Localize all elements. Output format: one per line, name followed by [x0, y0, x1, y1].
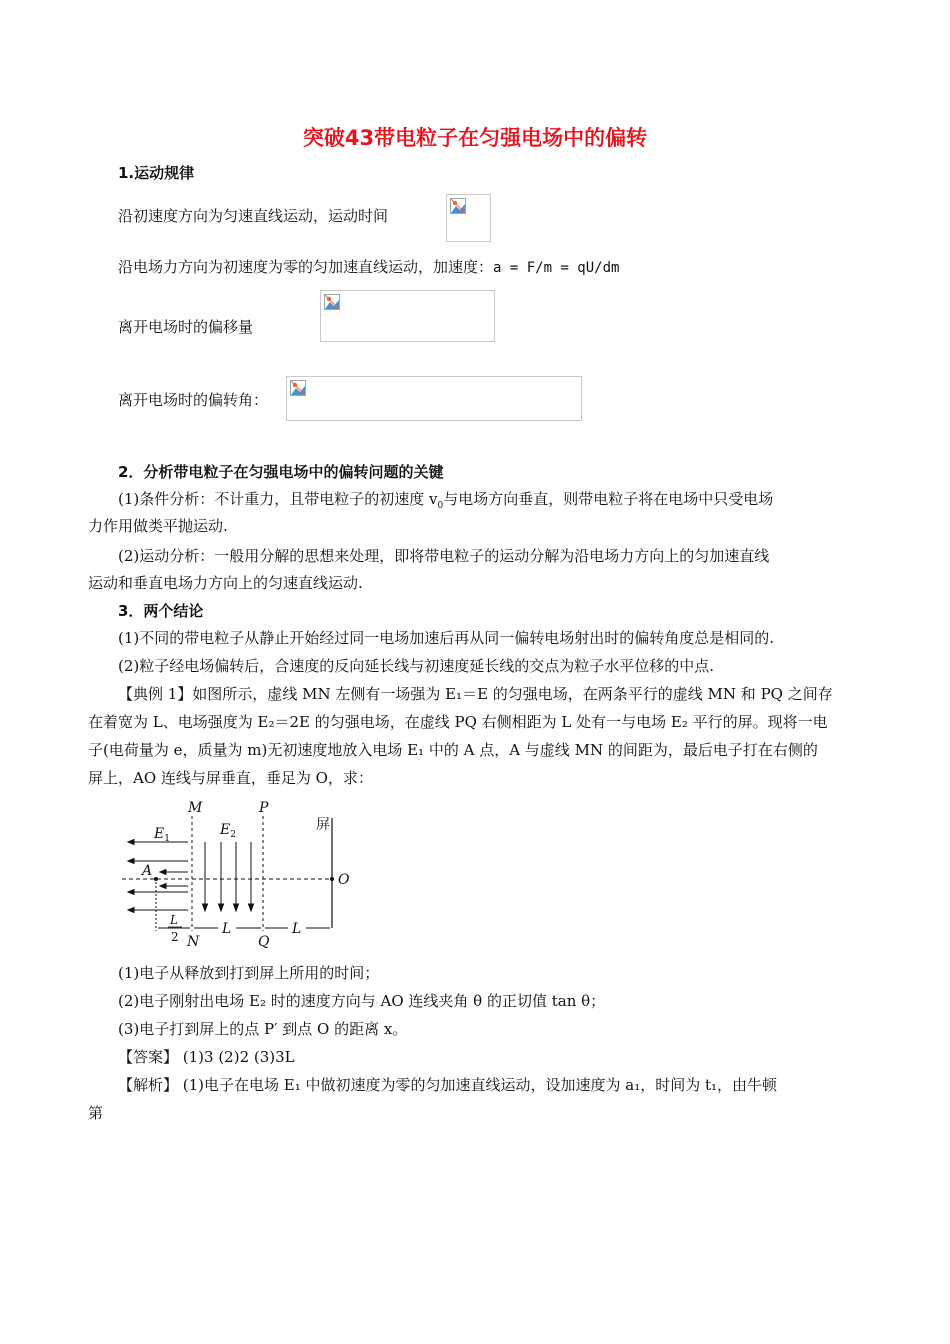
page-title: 突破43带电粒子在匀强电场中的偏转	[302, 126, 648, 150]
label-P: P	[259, 800, 269, 816]
conclusion-2: (2)粒子经电场偏转后，合速度的反向延长线与初速度延长线的交点为粒子水平位移的中点.	[118, 657, 715, 675]
section2-p1-line2: 力作用做类平抛运动.	[88, 517, 228, 535]
label-M: M	[188, 800, 203, 816]
section1-line4: 离开电场时的偏转角：	[118, 391, 269, 409]
label-half-den: 2	[171, 930, 179, 944]
example-line1: 【典例 1】如图所示，虚线 MN 左侧有一场强为 E₁＝E 的匀强电场，在两条平行的虚线 MN 和 PQ 之间存	[118, 685, 833, 703]
E2-field-arrows	[203, 842, 254, 911]
label-screen: 屏	[316, 817, 330, 833]
accel-text: 沿电场力方向为初速度为零的匀加速直线运动，加速度：	[118, 258, 494, 276]
formula-image-angle	[286, 376, 582, 421]
example-line3: 子(电荷量为 e，质量为 m)无初速度地放入电场 E₁ 中的 A 点，A 与虚线 MN 的间距为，最后电子打在右侧的	[88, 741, 818, 759]
section2-p1-line1	[118, 489, 773, 516]
accel-formula: a = F/m = qU/dm	[493, 260, 620, 276]
section2-p2-line1: (2)运动分析：一般用分解的思想来处理，即将带电粒子的运动分解为沿电场力方向上的匀加速直线	[118, 547, 770, 565]
label-Q: Q	[258, 934, 270, 950]
label-E1: $E_1$	[154, 826, 170, 844]
label-O: O	[338, 872, 350, 888]
label-L2: L	[292, 921, 302, 937]
label-L1: L	[222, 921, 232, 937]
formula-image-time	[446, 194, 491, 242]
label-E2: $E_2$	[220, 822, 236, 840]
v0-subscript: 0	[437, 501, 444, 511]
field-diagram	[118, 796, 358, 952]
broken-image-icon	[290, 380, 306, 396]
example-line4: 屏上，AO 连线与屏垂直，垂足为 O，求：	[88, 769, 373, 787]
question-3: (3)电子打到屏上的点 P′ 到点 O 的距离 x。	[118, 1020, 408, 1038]
formula-image-offset	[320, 290, 495, 342]
point-A	[154, 877, 158, 881]
analysis-line1: 【解析】 (1)电子在电场 E₁ 中做初速度为零的匀加速直线运动，设加速度为 a₁，时间为 t₁，由牛顿	[118, 1076, 778, 1094]
E1-field-arrows	[128, 840, 188, 913]
label-A: A	[142, 863, 153, 879]
section1-heading: 1.运动规律	[118, 164, 195, 182]
section1-line1: 沿初速度方向为匀速直线运动，运动时间	[118, 207, 389, 225]
answer-line: 【答案】 (1)3 (2)2 (3)3L	[118, 1048, 295, 1066]
label-half-num: L	[170, 913, 178, 927]
broken-image-icon	[450, 198, 466, 214]
dimension-lines	[156, 882, 330, 931]
section1-line3: 离开电场时的偏移量	[118, 318, 254, 336]
label-N: N	[187, 934, 200, 950]
section2-heading: 2．分析带电粒子在匀强电场中的偏转问题的关键	[118, 463, 444, 481]
question-1: (1)电子从释放到打到屏上所用的时间；	[118, 964, 380, 982]
p1b-text: 与电场方向垂直，则带电粒子将在电场中只受电场	[443, 490, 774, 508]
point-O	[330, 877, 334, 881]
section3-heading: 3．两个结论	[118, 602, 204, 620]
question-2: (2)电子刚射出电场 E₂ 时的速度方向与 AO 连线夹角 θ 的正切值 tan θ；	[118, 992, 606, 1010]
conclusion-1: (1)不同的带电粒子从静止开始经过同一电场加速后再从同一偏转电场射出时的偏转角度总是相同的.	[118, 629, 775, 647]
section1-line2	[118, 257, 619, 278]
broken-image-icon	[324, 294, 340, 310]
p1a-text: (1)条件分析：不计重力，且带电粒子的初速度 v	[118, 490, 438, 508]
example-line2: 在着宽为 L、电场强度为 E₂＝2E 的匀强电场，在虚线 PQ 右侧相距为 L 处有一与电场 E₂ 平行的屏。现将一电	[88, 713, 828, 731]
analysis-line2: 第	[88, 1104, 104, 1122]
section2-p2-line2: 运动和垂直电场力方向上的匀速直线运动.	[88, 574, 363, 592]
